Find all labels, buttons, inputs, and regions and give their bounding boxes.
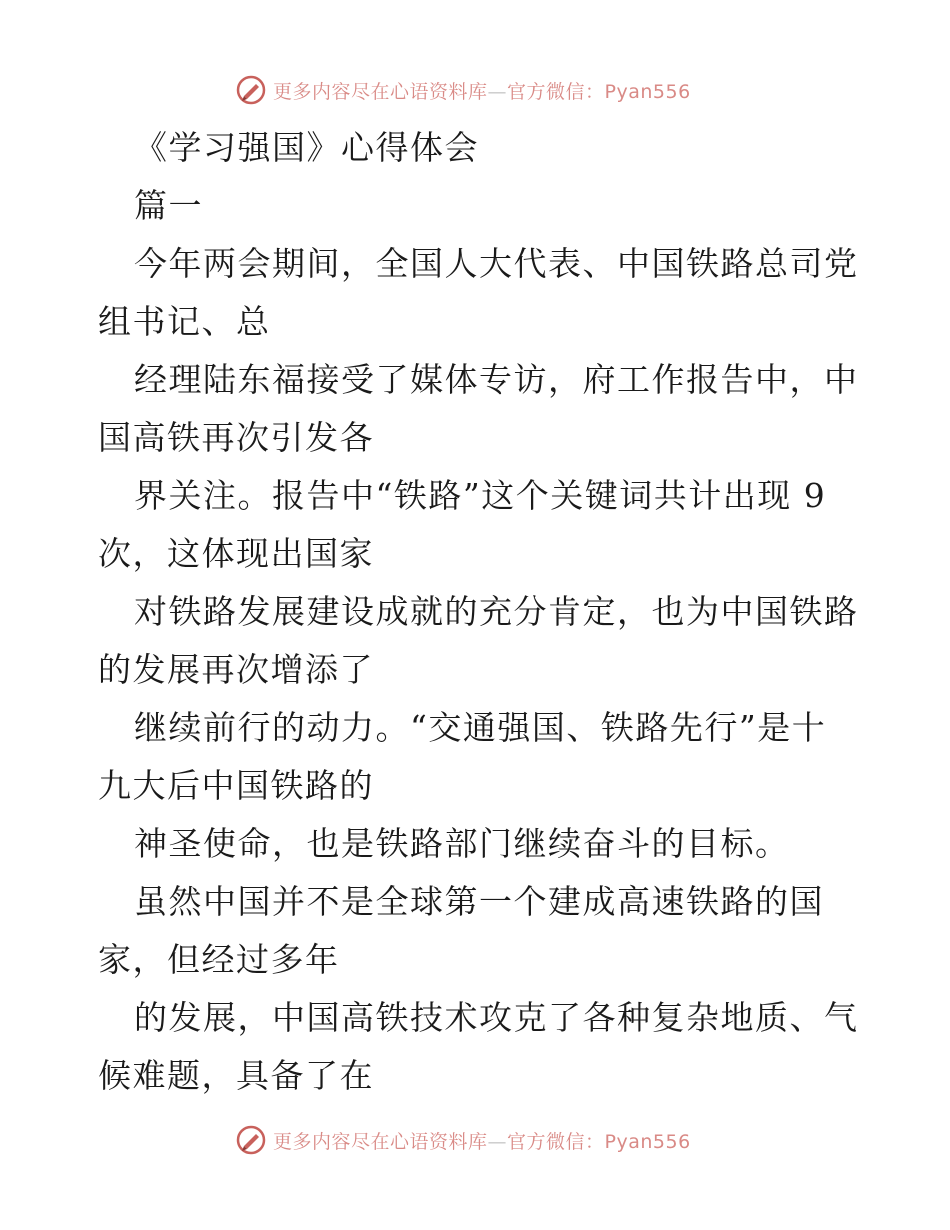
paragraph-line: 的发展再次增添了 (98, 650, 374, 689)
watermark-account-label: 官方微信： (507, 80, 605, 103)
watermark-site: 更多内容尽在心语资料库 (273, 80, 488, 103)
footer-watermark (235, 1123, 691, 1157)
paragraph-line: 国高铁再次引发各 (98, 418, 374, 457)
paragraph-line: 的发展，中国高铁技术攻克了各种复杂地质、气 (134, 998, 859, 1037)
watermark-dash: — (487, 80, 508, 103)
paragraph-line: 对铁路发展建设成就的充分肯定，也为中国铁路 (134, 592, 859, 631)
watermark-dash: — (487, 1130, 508, 1153)
paragraph-line: 继续前行的动力。“交通强国、铁路先行”是十 (134, 708, 827, 747)
paragraph-line: 家，但经过多年 (98, 940, 340, 979)
paragraph-line: 次，这体现出国家 (98, 534, 374, 573)
paragraph-line: 神圣使命，也是铁路部门继续奋斗的目标。 (134, 824, 790, 863)
paragraph-line: 候难题，具备了在 (98, 1056, 374, 1095)
paragraph-line: 界关注。报告中“铁路”这个关键词共计出现 9 (134, 476, 827, 515)
header-watermark (235, 73, 691, 107)
paragraph-line: 虽然中国并不是全球第一个建成高速铁路的国 (134, 882, 824, 921)
watermark-account-id: Pyan556 (604, 80, 691, 103)
watermark-text (273, 77, 691, 104)
watermark-text (273, 1127, 691, 1154)
document-title: 《学习强国》心得体会 (134, 128, 479, 167)
paragraph-line: 组书记、总 (98, 302, 271, 341)
paragraph-line: 九大后中国铁路的 (98, 766, 374, 805)
pen-logo-icon (235, 74, 267, 106)
watermark-account-id: Pyan556 (604, 1130, 691, 1153)
paragraph-line: 经理陆东福接受了媒体专访，府工作报告中，中 (134, 360, 859, 399)
paragraph-line: 今年两会期间，全国人大代表、中国铁路总司党 (134, 244, 859, 283)
watermark-account-label: 官方微信： (507, 1130, 605, 1153)
watermark-site: 更多内容尽在心语资料库 (273, 1130, 488, 1153)
section-heading: 篇一 (134, 186, 203, 225)
pen-logo-icon (235, 1124, 267, 1156)
